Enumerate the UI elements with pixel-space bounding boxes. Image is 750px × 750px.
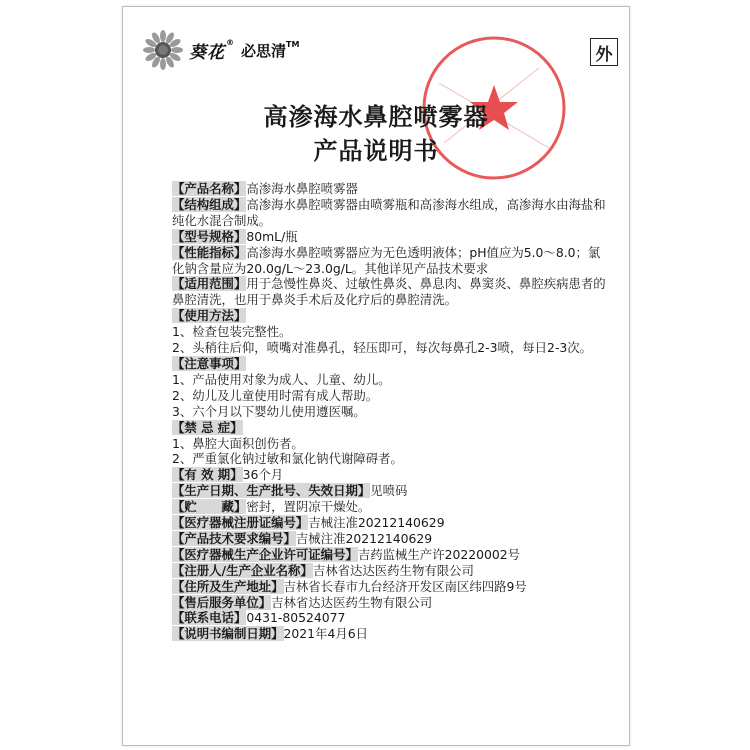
section-registration-no: 【医疗器械注册证编号】吉械注准20212140629 bbox=[172, 515, 445, 531]
list-item: 1、鼻腔大面积创伤者。 bbox=[172, 435, 304, 451]
section-usage: 【使用方法】 bbox=[172, 308, 247, 324]
instruction-sheet bbox=[122, 6, 630, 746]
section-registrant: 【注册人/生产企业名称】吉林省达达医药生物有限公司 bbox=[172, 562, 474, 578]
section-contraindications: 【禁 忌 症】 bbox=[172, 419, 243, 435]
list-item: 1、检查包装完整性。 bbox=[172, 324, 292, 340]
brand-name: 葵花® bbox=[189, 37, 235, 63]
section-validity: 【有 效 期】36个月 bbox=[172, 467, 284, 483]
section-precautions: 【注意事项】 bbox=[172, 355, 247, 371]
sunflower-icon bbox=[143, 30, 183, 70]
list-item: 2、头稍往后仰，喷嘴对准鼻孔，轻压即可，每次每鼻孔2-3喷，每日2-3次。 bbox=[172, 340, 593, 356]
section-performance: 【性能指标】高渗海水鼻腔喷雾器应为无色透明液体；pH值应为5.0～8.0；氯化钠含量应为20.0g/L～23.0g/L。其他详见产品技术要求 bbox=[172, 244, 601, 276]
external-use-badge: 外 bbox=[590, 38, 618, 66]
document-title: 高渗海水鼻腔喷雾器 bbox=[263, 103, 489, 131]
section-address: 【住所及生产地址】吉林省长春市九台经济开发区南区纬四路9号 bbox=[172, 578, 527, 594]
section-model: 【型号规格】80mL/瓶 bbox=[172, 228, 298, 244]
section-after-sales: 【售后服务单位】吉林省达达医药生物有限公司 bbox=[172, 594, 433, 610]
section-tech-req-no: 【产品技术要求编号】吉械注准20212140629 bbox=[172, 530, 433, 546]
brand-header bbox=[143, 27, 299, 73]
section-compile-date: 【说明书编制日期】2021年4月6日 bbox=[172, 626, 368, 642]
list-item: 3、六个月以下婴幼儿使用遵医嘱。 bbox=[172, 403, 366, 419]
section-scope: 【适用范围】用于急慢性鼻炎、过敏性鼻炎、鼻息肉、鼻窦炎、鼻腔疾病患者的鼻腔清洗，也用于鼻炎手术后及化疗后的鼻腔清洗。 bbox=[172, 276, 606, 308]
section-phone: 【联系电话】0431-80524077 bbox=[172, 610, 346, 626]
product-brand-name: 必思清™ bbox=[241, 39, 300, 60]
section-product-name: 【产品名称】高渗海水鼻腔喷雾器 bbox=[172, 181, 358, 196]
list-item: 1、产品使用对象为成人、儿童、幼儿。 bbox=[172, 371, 391, 387]
section-storage: 【贮 藏】密封，置阴凉干燥处。 bbox=[172, 499, 371, 515]
section-dates: 【生产日期、生产批号、失效日期】见喷码 bbox=[172, 483, 408, 499]
section-license-no: 【医疗器械生产企业许可证编号】吉药监械生产许20220002号 bbox=[172, 546, 521, 562]
list-item: 2、严重氯化钠过敏和氯化钠代谢障碍者。 bbox=[172, 451, 403, 467]
list-item: 2、幼儿及儿童使用时需有成人帮助。 bbox=[172, 387, 379, 403]
document-subtitle: 产品说明书 bbox=[313, 137, 439, 165]
section-structure: 【结构组成】高渗海水鼻腔喷雾器由喷雾瓶和高渗海水组成，高渗海水由海盐和纯化水混合制成。 bbox=[172, 196, 606, 228]
instruction-body bbox=[172, 181, 612, 642]
